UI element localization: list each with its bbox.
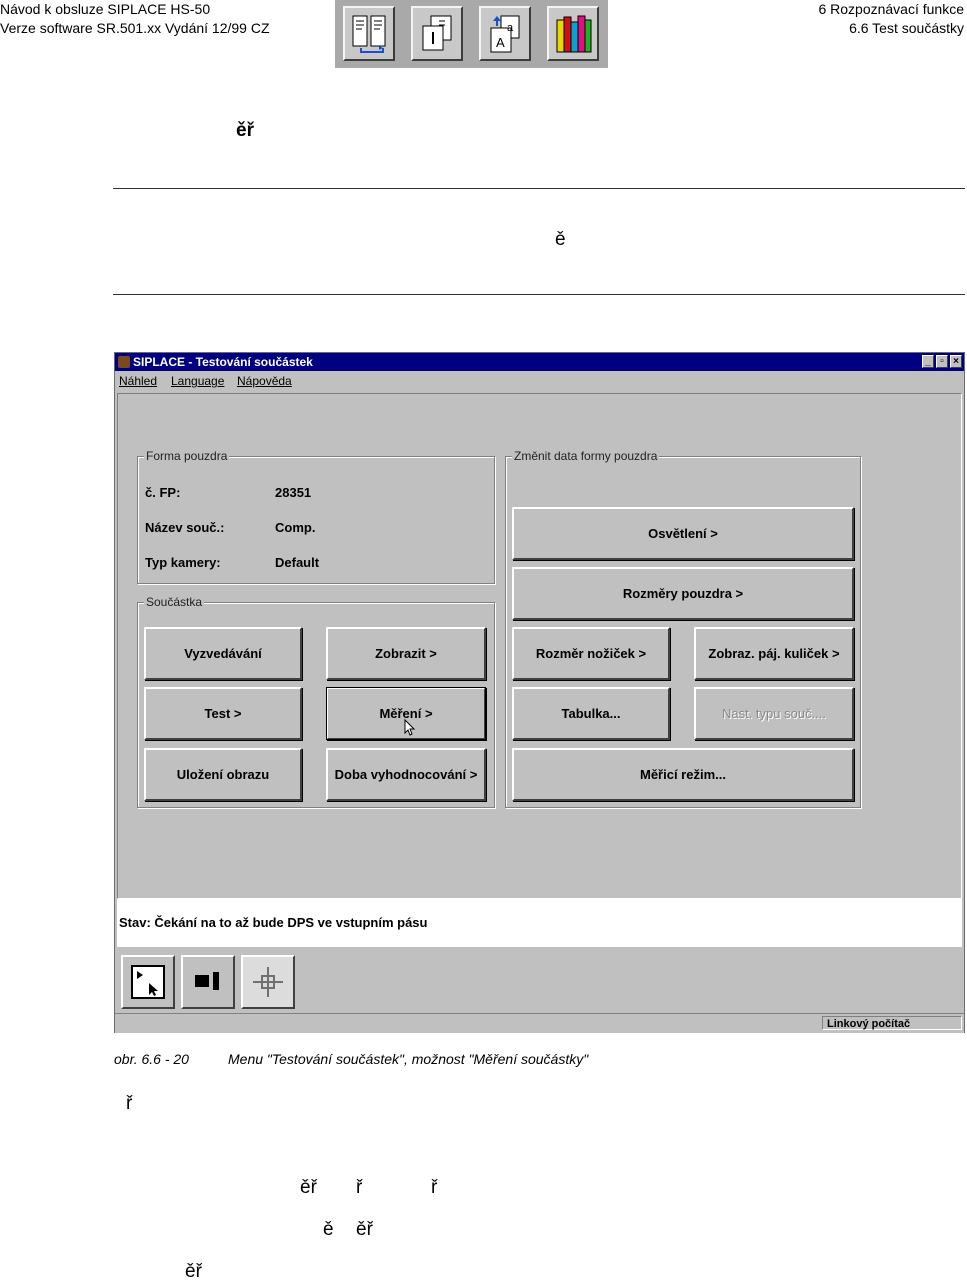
section-heading: ěř [236,120,254,141]
crosshair-icon[interactable] [241,955,295,1009]
navigation-strip [335,0,608,68]
fp-number-label: č. FP: [145,485,181,500]
camera-type-label: Typ kamery: [145,555,221,570]
lighting-button[interactable]: Osvětlení > [512,507,854,560]
maximize-icon[interactable]: ▫ [936,355,948,368]
measure-button[interactable]: Měření > [326,687,486,740]
body-fragment-1: ř [126,1093,133,1114]
stop-icon[interactable] [181,955,235,1009]
statusbar-line-computer: Linkový počítač [822,1016,962,1030]
section-title: 6.6 Test součástky [849,20,964,36]
figure-text: Menu "Testování součástek", možnost "Měření součástky" [228,1051,589,1067]
mouse-cursor-icon [404,719,416,737]
library-icon[interactable] [547,6,599,61]
camera-type-value: Default [275,555,320,570]
select-pointer-icon[interactable] [121,955,175,1009]
software-version: Verze software SR.501.xx Vydání 12/99 CZ [0,20,270,36]
package-form-group-label: Forma pouzdra [146,449,228,463]
svg-text:a: a [507,22,514,34]
menu-language[interactable]: Language [171,374,225,388]
close-icon[interactable]: × [950,355,962,368]
window-titlebar [115,353,964,371]
evaluation-time-button[interactable]: Doba vyhodnocování > [326,748,486,801]
component-name-value: Comp. [275,520,316,535]
status-text: Stav: Čekání na to až bude DPS ve vstupním pásu [119,915,428,930]
svg-text:A: A [496,35,505,50]
body-fragment-4: ěř [185,1261,202,1282]
manual-title: Návod k obsluze SIPLACE HS-50 [0,1,211,17]
solder-balls-button[interactable]: Zobraz. páj. kuliček > [694,627,854,680]
siplace-window [114,352,965,1033]
rule-bottom [113,294,965,295]
tool-row [117,947,962,1013]
component-type-button[interactable]: Nast. typu souč.... [694,687,854,740]
table-of-contents-icon[interactable] [343,6,395,61]
table-button[interactable]: Tabulka... [512,687,670,740]
status-line [117,899,962,947]
package-form-group [137,449,495,584]
intro-text: ě [555,229,566,250]
body-fragment-2b: ř [356,1177,363,1198]
app-icon [118,356,130,368]
pickup-button[interactable]: Vyzvedávání [144,627,302,680]
fp-number-value: 28351 [275,485,312,500]
package-dimensions-button[interactable]: Rozměry pouzdra > [512,567,854,620]
rule-top [113,188,965,189]
menu-bar [115,371,964,391]
index-icon[interactable] [479,6,531,61]
body-fragment-3a: ě [323,1219,334,1240]
chapter-title: 6 Rozpoznávací funkce [818,1,964,17]
body-fragment-2a: ěř [300,1177,317,1198]
window-title: SIPLACE - Testování součástek [133,355,313,369]
menu-nahled[interactable]: Náhled [119,374,158,388]
menu-napoveda[interactable]: Nápověda [237,374,292,388]
measuring-mode-button[interactable]: Měřicí režim... [512,748,854,801]
body-fragment-3b: ěř [356,1219,373,1240]
component-group-label: Součástka [146,595,203,609]
minimize-icon[interactable]: _ [922,355,934,368]
change-package-data-group-label: Změnit data formy pouzdra [514,449,658,463]
save-image-button[interactable]: Uložení obrazu [144,748,302,801]
component-name-label: Název souč.: [145,520,225,535]
body-fragment-2c: ř [431,1177,438,1198]
lead-dimension-button[interactable]: Rozměr nožiček > [512,627,670,680]
show-button[interactable]: Zobrazit > [326,627,486,680]
test-button[interactable]: Test > [144,687,302,740]
figure-number: obr. 6.6 - 20 [114,1051,189,1067]
window-client-area [117,393,962,899]
window-statusbar [115,1013,964,1033]
page-icon[interactable] [411,6,463,61]
